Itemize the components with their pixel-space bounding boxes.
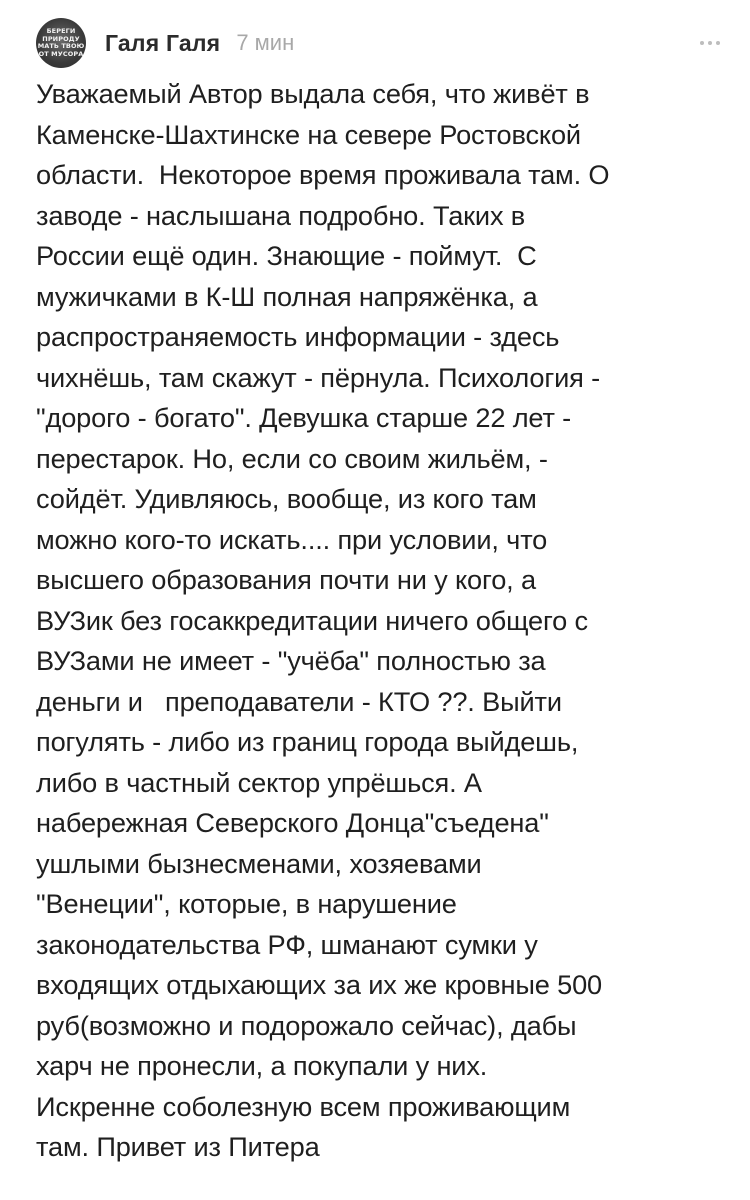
comment-text-line: "Венеции", которые, в нарушение: [36, 888, 457, 919]
more-dots-icon: [708, 41, 712, 45]
comment-text-line: "дорого - богато". Девушка старше 22 лет -: [36, 402, 572, 433]
avatar-text-line: ПРИРОДУ: [42, 34, 80, 43]
comment-text-line: России ещё один. Знающие - поймут. С: [36, 240, 537, 271]
author-name[interactable]: Галя Галя: [105, 29, 221, 56]
comment-text-line: деньги и преподаватели - КТО ??. Выйти: [36, 685, 562, 717]
avatar-text-line: БЕРЕГИ: [46, 27, 76, 35]
comment-text-line: ВУЗик без госаккредитации ничего общего с: [36, 604, 588, 636]
comment-text-line: Уважаемый Автор выдала себя, что живёт в: [36, 78, 590, 109]
comment-text-line: сойдёт. Удивляюсь, вообще, из кого там: [36, 483, 537, 514]
comment-timestamp: 7 мин: [236, 30, 295, 55]
comment-text-line: перестарок. Но, если со своим жильём, -: [36, 442, 548, 474]
comment-text-line: чихнёшь, там скажут - пёрнула. Психология -: [36, 361, 601, 393]
more-dots-icon: [716, 41, 720, 45]
comment-text-line: законодательства РФ, шманают сумки у: [36, 928, 538, 960]
comment-text-line: ушлыми бызнесменами, хозяевами: [36, 847, 482, 879]
comment-text-line: заводе - наслышана подробно. Таких в: [36, 199, 526, 231]
comment-text-line: Каменске-Шахтинске на севере Ростовской: [36, 118, 581, 150]
comment-text-line: Искренне соболезную всем проживающим: [36, 1090, 571, 1122]
more-options-button[interactable]: [696, 31, 724, 55]
comment-text-line: области. Некоторое время проживала там. О: [36, 159, 610, 190]
avatar-text-line: МАТЬ ТВОЮ: [37, 42, 85, 50]
comment-text-line: высшего образования почти ни у кого, а: [36, 564, 536, 595]
avatar-text-line: ОТ МУСОРА: [38, 49, 84, 58]
comment-text-line: распространяемость информации - здесь: [36, 321, 560, 352]
comment-text-line: набережная Северского Донца"съедена": [36, 807, 549, 838]
comment-text-line: харч не пронесли, а покупали у них.: [36, 1050, 488, 1081]
comment-text-line: входящих отдыхающих за их же кровные 500: [36, 969, 603, 1000]
comment-text-line: либо в частный сектор упрёшься. А: [36, 766, 482, 798]
comment-header: [36, 18, 724, 68]
comment-text-line: мужичками в К-Ш полная напряжёнка, а: [36, 280, 538, 312]
comment-text-line: погулять - либо из границ города выйдешь,: [36, 726, 579, 757]
comment-text-line: ВУЗами не имеет - "учёба" полностью за: [36, 645, 546, 676]
comment-text-line: можно кого-то искать.... при условии, что: [36, 523, 548, 555]
avatar[interactable]: [36, 18, 86, 68]
comment-text-line: там. Привет из Питера: [36, 1131, 320, 1162]
comment-text-line: руб(возможно и подорожало сейчас), дабы: [36, 1009, 577, 1041]
comment-text: [36, 74, 726, 1168]
more-dots-icon: [700, 41, 704, 45]
